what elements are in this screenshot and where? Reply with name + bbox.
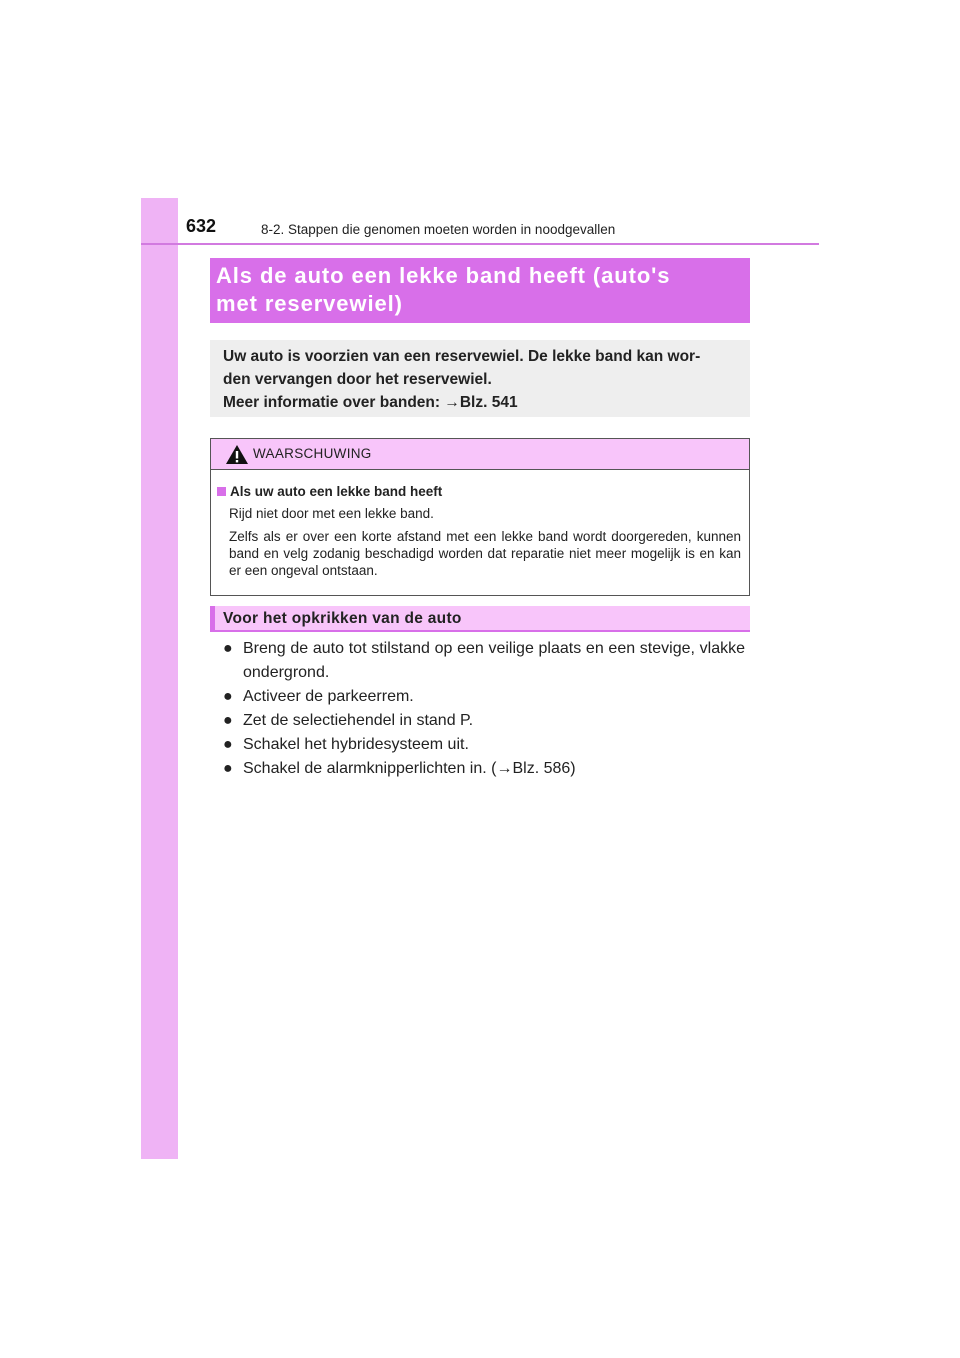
bullet-dot-icon: ●: [223, 760, 233, 777]
warning-header: [211, 439, 749, 470]
warning-triangle-icon: [225, 444, 249, 465]
section-title-line1: Als de auto een lekke band heeft (auto's: [216, 263, 671, 288]
intro-line3: Meer informatie over banden: →Blz. 541: [223, 394, 518, 411]
list-item: ● Schakel de alarmknipperlichten in. (→Blz. 586): [223, 757, 745, 781]
bullet-dot-icon: ●: [223, 640, 233, 657]
square-bullet-icon: [217, 487, 226, 496]
list-item: ● Activeer de parkeerrem.: [223, 685, 745, 709]
section-title-box: [210, 258, 750, 323]
warning-body: [211, 470, 749, 579]
bullet-dot-icon: ●: [223, 712, 233, 729]
subsection-accent-bar: [210, 606, 215, 630]
section-header: 8-2. Stappen die genomen moeten worden in noodgevallen: [261, 222, 616, 237]
bullet-dot-icon: ●: [223, 736, 233, 753]
intro-line2: den vervangen door het reservewiel.: [223, 371, 492, 388]
warning-subtitle: Als uw auto een lekke band heeft: [217, 482, 741, 501]
subsection-heading: [210, 606, 750, 632]
bullet-dot-icon: ●: [223, 688, 233, 705]
list-item: ● Zet de selectiehendel in stand P.: [223, 709, 745, 733]
header-divider: [141, 243, 819, 245]
section-title-line2: met reservewiel): [216, 291, 403, 316]
list-item: ● Breng de auto tot stilstand op een veilige plaats en een stevige, vlakke ondergrond.: [223, 637, 745, 685]
warning-box: [210, 438, 750, 596]
warning-paragraph-2: Zelfs als er over een korte afstand met een lekke band wordt doorgereden, kunnen band en velg zodanig beschadigd worden dat reparatie niet meer mogelijk is en kan er een ongeval ontstaan.: [229, 529, 741, 578]
warning-label: WAARSCHUWING: [253, 446, 372, 461]
page-number: 632: [186, 216, 217, 236]
intro-box: [210, 340, 750, 417]
bullet-list: [223, 637, 745, 781]
list-item: ● Schakel het hybridesysteem uit.: [223, 733, 745, 757]
subsection-heading-text: Voor het opkrikken van de auto: [223, 610, 462, 627]
intro-line1: Uw auto is voorzien van een reservewiel. De lekke band kan wor-: [223, 348, 701, 365]
side-tab-strip: [141, 198, 178, 1159]
warning-paragraph-1: Rijd niet door met een lekke band.: [229, 506, 434, 521]
